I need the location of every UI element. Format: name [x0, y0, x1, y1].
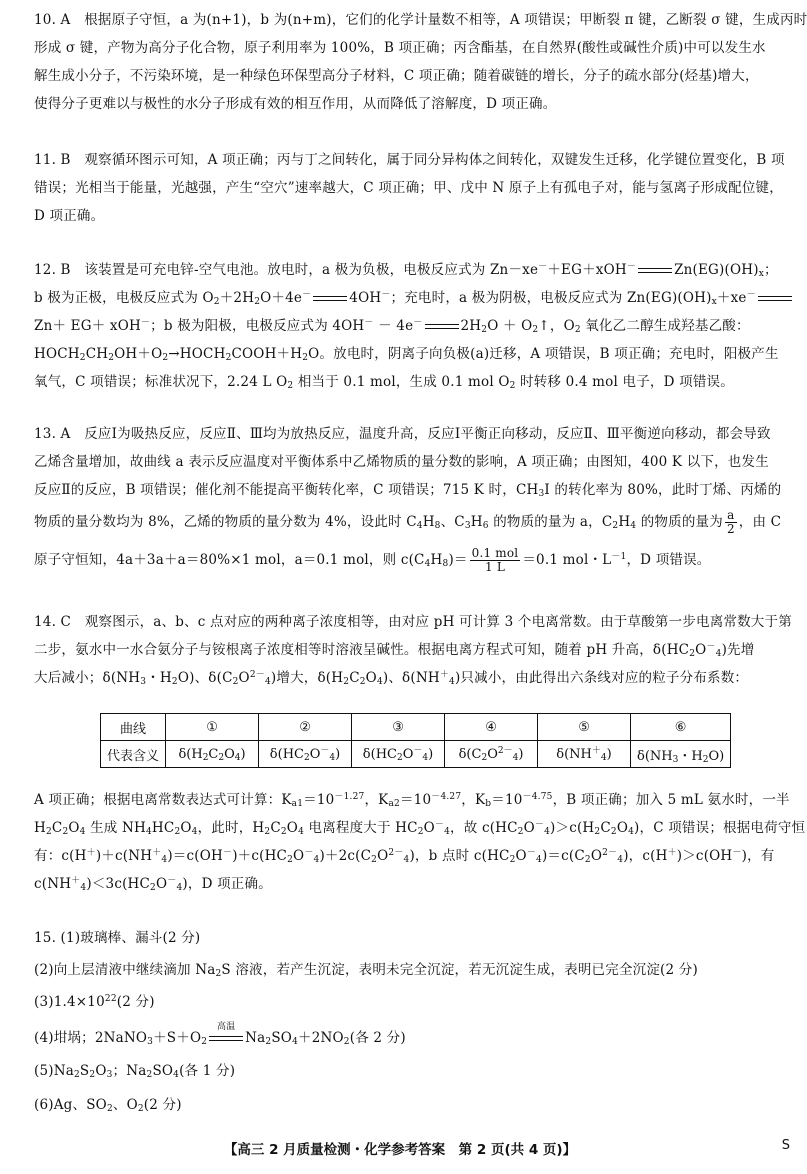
- answer-11-line: D 项正确。: [34, 208, 105, 224]
- answer-15-line: $(5)Na_2S_2O_3$；$Na_2SO_4$(各 1 分): [34, 1063, 236, 1080]
- answer-10-line: 使得分子更难以与极性的水分子形成有效的相互作用，从而降低了溶解度，D 项正确。: [34, 96, 557, 112]
- table-row: [101, 714, 731, 741]
- page-footer: 【高三 2 月质量检测・化学参考答案 第 2 页(共 4 页)】: [223, 1142, 577, 1158]
- reaction-arrow: 高温: [207, 1018, 245, 1058]
- table-cell: ②: [259, 714, 352, 741]
- answer-10-line: 形成 σ 键，产物为高分子化合物，原子利用率为 100%，B 项正确；丙含酯基，在自然界(酸性或碱性介质)中可以发生水: [34, 40, 766, 56]
- answer-14-line: 14. C 观察图示，a、b、c 点对应的两种离子浓度相等，由对应 pH 可计算 3 个电离常数。由于草酸第一步电离常数大于第: [34, 614, 792, 630]
- answer-14-line: A 项正确；根据电离常数表达式可计算：$K_{a1}=10^{-1.27}$，$K_{a2}=10^{-4.27}$，$K_b=10^{-4.75}$，B 项正确；加入 5 mL 氨水时，一半: [34, 792, 790, 809]
- table-cell: ④: [445, 714, 538, 741]
- distribution-table: [100, 713, 731, 768]
- table-cell: $\delta(NH_3$・$H_2O$): [631, 741, 731, 768]
- table-cell: $\delta(HC_2O^-_4)$: [259, 741, 352, 768]
- answer-15-line: 15. (1)玻璃棒、漏斗(2 分): [34, 930, 201, 946]
- answer-15: [34, 922, 782, 1122]
- table-cell: ⑤: [538, 714, 631, 741]
- answer-12-line: Zn＋ EG＋ xOH－；b 极为阳极，电极反应式为 4OH－ － 4e－ $2H_2O$ ＋ $O_2↑$，$O_2$ 氧化乙二醇生成羟基乙酸：: [34, 318, 750, 335]
- answer-15-line: (6)Ag、$SO_2$、$O_2(2$ 分): [34, 1097, 182, 1114]
- answer-14-line: $c(NH^+_4)<3c(HC_2O^-_4)$，D 项正确。: [34, 876, 272, 893]
- fraction: $\frac{a}{2}$: [726, 508, 735, 536]
- answer-10-line: 10. A 根据原子守恒，a 为(n+1)，b 为(n+m)，它们的化学计量数不相等，A 项错误；甲断裂 π 键，乙断裂 σ 键，生成丙时: [34, 12, 807, 28]
- answer-12-line: b 极为正极，电极反应式为 $O_2+2H_2O+4e^-$ 4OH－；充电时，a 极为阴极，电极反应式为 $Zn(EG)(OH)_x+xe^-$: [34, 284, 782, 312]
- answer-14: [34, 608, 792, 692]
- answer-12-line: $HOCH_2CH_2OH+O_2\to HOCH_2COOH+H_2O$。放电时，阴离子向负极(a)迁移，A 项错误，B 项正确；充电时，阳极产生: [34, 346, 779, 363]
- table-cell: ③: [352, 714, 445, 741]
- answer-12-line: 12. B 该装置是可充电锌-空气电池。放电时，a 极为负极，电极反应式为 Zn－xe－＋EG＋xOH－ $Zn(EG)(OH)_x$；: [34, 262, 778, 279]
- answer-13-line: 原子守恒知，4a＋3a＋a＝80%×1 mol，a＝0.1 mol，则 $c(C_4H_8)=$ $\frac{\text{0.1 mol}}{1 L}$ ＝0.1 mol・$L^{-1}$，D 项错误。: [34, 546, 711, 574]
- answer-11-line: 错误；光相当于能量，光越强，产生“空穴”速率越大，C 项正确；甲、戊中 N 原子上有孤电子对，能与氢离子形成配位键，: [34, 180, 783, 196]
- answer-11: [34, 146, 785, 230]
- table-row: [101, 741, 731, 768]
- answer-11-line: 11. B 观察循环图示可知，A 项正确；丙与丁之间转化，属于同分异构体之间转化，双键发生迁移，化学键位置变化，B 项: [34, 152, 785, 168]
- answer-15-line: (4)坩埚；$2NaNO_3+S+O_2$ 高温 $Na_2SO_4+2NO_2$(各 2 分): [34, 1018, 782, 1054]
- answer-14-line: 大后减小；$\delta(NH_3$・$H_2O$)、$\delta(C_2O^{2-}_4)$增大，$\delta(H_2C_2O_4)$、$\delta(NH^+_4)$只减小，由此得出六条线对应的粒子分布系数：: [34, 670, 749, 687]
- answer-14-line: 二步，氨水中一水合氨分子与铵根离子浓度相等时溶液呈碱性。根据电离方程式可知，随着 pH 升高，$\delta(HC_2O^-_4)$先增: [34, 642, 755, 659]
- table-cell: $\delta(HC_2O^-_4)$: [352, 741, 445, 768]
- answer-10-line: 解生成小分子，不污染环境，是一种绿色环保型高分子材料，C 项正确；随着碳链的增长，分子的疏水部分(烃基)增大，: [34, 68, 759, 84]
- answer-13: [34, 420, 782, 580]
- answer-15-line: (2)向上层清液中继续滴加 $Na_2S$ 溶液，若产生沉淀，表明未完全沉淀，若无沉淀生成，表明已完全沉淀(2 分): [34, 962, 698, 979]
- table-header-cell: 曲线: [101, 714, 166, 741]
- answer-15-line: $(3)1.4\times 10^{22}(2$ 分): [34, 994, 155, 1010]
- table-cell: ⑥: [631, 714, 731, 741]
- answer-13-line: 13. A 反应Ⅰ为吸热反应，反应Ⅱ、Ⅲ均为放热反应，温度升高，反应Ⅰ平衡正向移动，反应Ⅱ、Ⅲ平衡逆向移动，都会导致: [34, 426, 771, 442]
- answer-13-line: 反应Ⅱ的反应，B 项错误；催化剂不能提高平衡转化率，C 项错误；715 K 时，$CH_3I$ 的转化率为 80%，此时丁烯、丙烯的: [34, 482, 782, 499]
- table-cell: ①: [166, 714, 259, 741]
- answer-10: [34, 6, 807, 118]
- answer-12-line: 氧气，C 项错误；标准状况下，2.24 L $O_2$ 相当于 0.1 mol，生成 0.1 mol $O_2$ 时转移 0.4 mol 电子，D 项错误。: [34, 374, 734, 391]
- fraction: $\frac{\text{0.1 mol}}{1 L}$: [471, 546, 519, 574]
- answer-14-line: 有：$c(H^+)+c(NH^+_4)=c(OH^-)+c(HC_2O^-_4)+2c(C_2O^{2-}_4)$，b 点时 $c(HC_2O^-_4)=c(C_2O^{2-}_4)$，c(H＋)＞c(OH－)，有: [34, 848, 775, 865]
- answer-14-line: $H_2C_2O_4$ 生成 $NH_4HC_2O_4$，此时，$H_2C_2O_4$ 电离程度大于 $HC_2O^-_4$，故 $c(HC_2O^-_4)>c(H_2C_2O_4)$，C 项错误；根据电荷守恒: [34, 820, 806, 837]
- footer-mark: S: [781, 1138, 790, 1153]
- table-header-cell: 代表含义: [101, 741, 166, 768]
- answer-13-line: 乙烯含量增加，故曲线 a 表示反应温度对平衡体系中乙烯物质的量分数的影响，A 项正确；由图知，400 K 以下，也发生: [34, 454, 769, 470]
- answer-13-line: 物质的量分数均为 8%，乙烯的物质的量分数为 4%，设此时 $C_4H_8$、$C_3H_6$ 的物质的量为 a，$C_2H_4$ 的物质的量为 $\frac{a}{2}$ ，由 C: [34, 508, 782, 536]
- answer-12: [34, 256, 782, 396]
- answer-14-cont: [34, 786, 806, 898]
- table-cell: $\delta(H_2C_2O_4)$: [166, 741, 259, 768]
- table-cell: $\delta(NH^+_4)$: [538, 741, 631, 768]
- table-cell: $\delta(C_2O^{2-}_4)$: [445, 741, 538, 768]
